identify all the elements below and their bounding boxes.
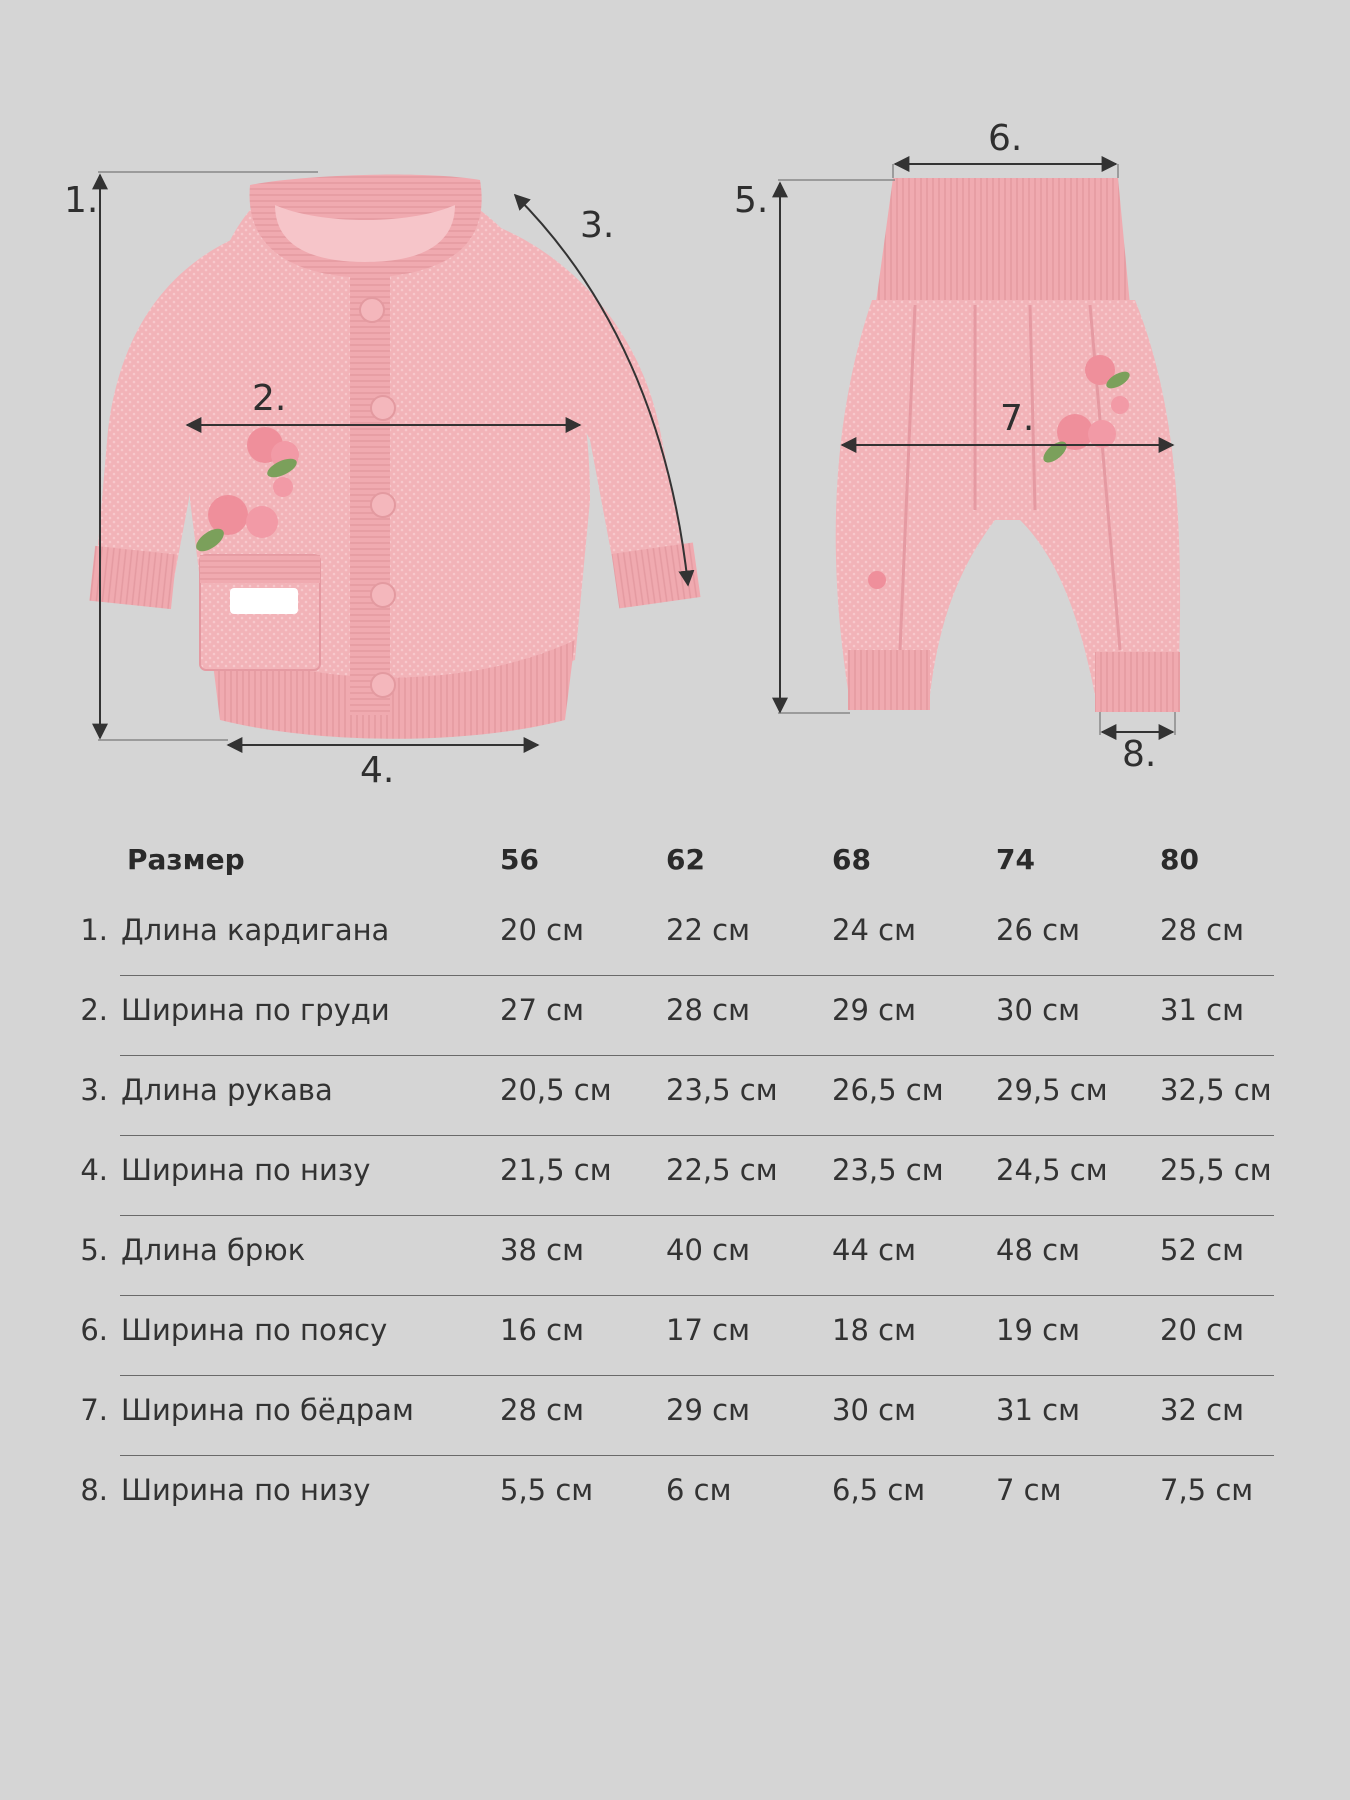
row-value: 24,5 см [996,1153,1108,1187]
row-value: 17 см [666,1313,750,1347]
table-row [0,970,1350,1050]
row-value: 26 см [996,913,1080,947]
row-value: 25,5 см [1160,1153,1272,1187]
row-number: 6. [80,1313,108,1347]
measure-label-1: 1. [64,180,99,221]
table-header [0,820,1350,900]
row-value: 52 см [1160,1233,1244,1267]
row-value: 18 см [832,1313,916,1347]
row-value: 5,5 см [500,1473,594,1507]
header-size: 62 [666,843,705,876]
header-size: 56 [500,843,539,876]
row-value: 32 см [1160,1393,1244,1427]
table-row [0,1450,1350,1530]
row-number: 7. [80,1393,108,1427]
header-size: 68 [832,843,871,876]
row-value: 29,5 см [996,1073,1108,1107]
measure-label-7: 7. [1000,398,1035,439]
row-value: 20,5 см [500,1073,612,1107]
row-number: 3. [80,1073,108,1107]
garment-illustration [0,0,1350,800]
row-value: 27 см [500,993,584,1027]
row-measurement-name: Длина кардигана [121,913,390,947]
row-measurement-name: Ширина по поясу [121,1313,388,1347]
row-value: 30 см [996,993,1080,1027]
row-number: 5. [80,1233,108,1267]
header-size: 74 [996,843,1035,876]
row-measurement-name: Ширина по бёдрам [121,1393,414,1427]
measure-label-8: 8. [1122,734,1157,775]
row-value: 22 см [666,913,750,947]
table-row [0,1370,1350,1450]
row-value: 7,5 см [1160,1473,1254,1507]
row-measurement-name: Ширина по низу [121,1473,371,1507]
row-value: 29 см [832,993,916,1027]
row-number: 1. [80,913,108,947]
row-value: 28 см [666,993,750,1027]
row-value: 20 см [500,913,584,947]
row-value: 40 см [666,1233,750,1267]
row-measurement-name: Длина рукава [121,1073,333,1107]
measure-label-4: 4. [360,750,395,791]
row-value: 7 см [996,1473,1062,1507]
row-value: 48 см [996,1233,1080,1267]
row-value: 44 см [832,1233,916,1267]
row-value: 19 см [996,1313,1080,1347]
row-value: 24 см [832,913,916,947]
row-value: 29 см [666,1393,750,1427]
row-value: 21,5 см [500,1153,612,1187]
row-value: 20 см [1160,1313,1244,1347]
row-value: 28 см [500,1393,584,1427]
row-value: 38 см [500,1233,584,1267]
row-value: 32,5 см [1160,1073,1272,1107]
row-value: 31 см [996,1393,1080,1427]
row-value: 26,5 см [832,1073,944,1107]
measure-label-6: 6. [988,118,1023,159]
table-row [0,1130,1350,1210]
row-value: 23,5 см [666,1073,778,1107]
row-measurement-name: Ширина по низу [121,1153,371,1187]
row-value: 6 см [666,1473,732,1507]
measure-label-3: 3. [580,205,615,246]
table-row [0,890,1350,970]
row-value: 6,5 см [832,1473,926,1507]
header-size: 80 [1160,843,1199,876]
row-value: 31 см [1160,993,1244,1027]
row-value: 22,5 см [666,1153,778,1187]
row-value: 30 см [832,1393,916,1427]
row-number: 4. [80,1153,108,1187]
measure-label-2: 2. [252,378,287,419]
row-value: 23,5 см [832,1153,944,1187]
measure-label-5: 5. [734,180,769,221]
row-value: 16 см [500,1313,584,1347]
row-number: 8. [80,1473,108,1507]
pants-illustration [778,164,1180,735]
row-measurement-name: Ширина по груди [121,993,390,1027]
header-size-label: Размер [127,843,245,876]
row-measurement-name: Длина брюк [121,1233,306,1267]
row-value: 28 см [1160,913,1244,947]
cardigan-illustration [89,172,700,745]
table-row [0,1290,1350,1370]
row-number: 2. [80,993,108,1027]
table-row [0,1050,1350,1130]
table-row [0,1210,1350,1290]
